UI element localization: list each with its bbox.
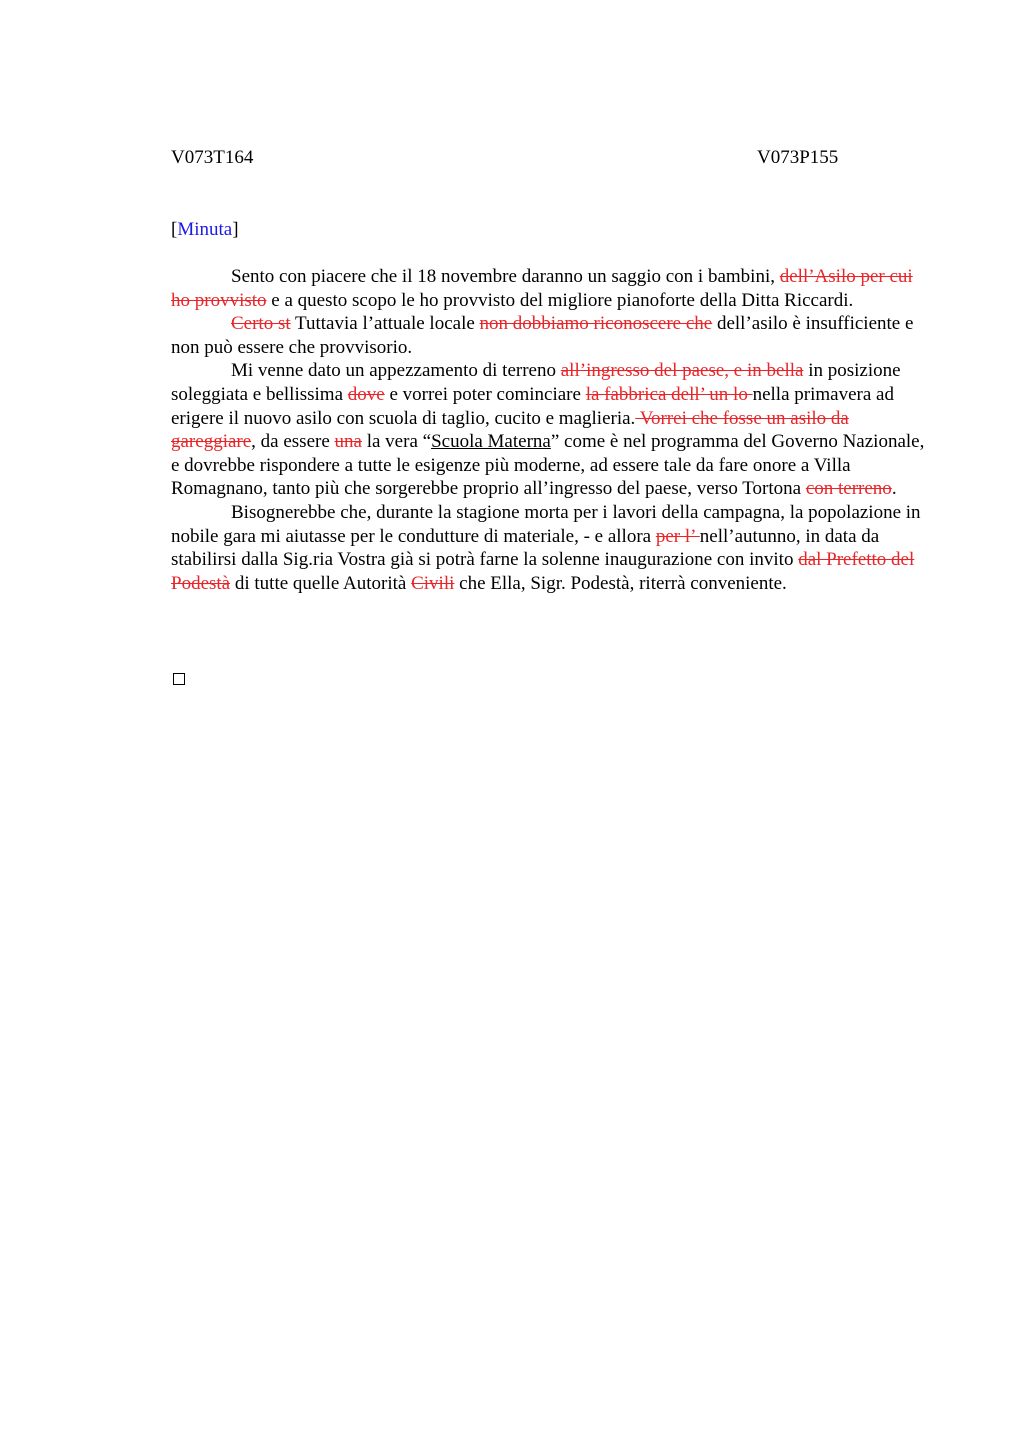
paragraph-3 <box>171 359 926 501</box>
underlined-text: Scuola Materna <box>431 431 551 453</box>
text-segment: e a questo scopo le ho provvisto del migliore pianoforte della Ditta Riccardi. <box>266 289 854 311</box>
text-segment: , da essere <box>251 431 335 453</box>
deleted-text: per l’ <box>655 525 700 547</box>
text-segment: che Ella, Sigr. Podestà, riterrà conveniente. <box>454 572 787 594</box>
text-segment: ” come è nel programma del Governo Nazionale, e dovrebbe rispondere a tutte le esigenze più moderne, ad essere tale da fare onore a Villa Romagnano, tanto più che sorgerebbe proprio all’ingresso del paese, verso Tortona <box>171 431 925 500</box>
draft-label <box>171 218 239 242</box>
text-segment: Mi venne dato un appezzamento di terreno <box>231 360 561 382</box>
text-segment: Tuttavia l’attuale locale <box>290 313 480 335</box>
text-segment: Sento con piacere che il 18 novembre daranno un saggio con i bambini, <box>231 266 780 287</box>
paragraph-2 <box>171 312 926 359</box>
text-segment: di tutte quelle Autorità <box>230 572 412 594</box>
text-segment: . <box>891 478 897 500</box>
document-code-left: V073T164 <box>171 147 254 168</box>
text-segment: nella primavera ad erigere il nuovo asilo con scuola di taglio, cucito e maglieria. <box>171 383 894 429</box>
paragraph-1 <box>171 265 926 312</box>
deleted-text: Certo st <box>231 313 291 335</box>
deleted-text: all’ingresso del paese, e in bella <box>560 360 804 382</box>
letter-body <box>171 265 926 595</box>
text-segment: la vera “ <box>361 431 432 453</box>
paragraph-4 <box>171 501 926 595</box>
text-segment: dell’asilo è insufficiente e non può essere che provvisorio. <box>171 313 914 358</box>
label-close-bracket: ] <box>232 219 239 240</box>
document-code-right: V073P155 <box>757 147 839 168</box>
deleted-text: dove <box>347 383 385 405</box>
deleted-text: con terreno <box>805 478 892 500</box>
deleted-text: dal Prefetto del Podestà <box>171 549 915 594</box>
deleted-text: la fabbrica dell’ un lo <box>585 383 753 405</box>
deleted-text: Civili <box>411 572 455 594</box>
end-mark-box-icon <box>173 673 185 685</box>
deleted-text: Vorrei che fosse un asilo da gareggiare <box>171 407 849 453</box>
text-segment: e vorrei poter cominciare <box>384 383 586 405</box>
text-segment: nell’autunno, in data da stabilirsi dalla Sig.ria Vostra già si potrà farne la solenne inaugurazione con invito <box>171 525 880 571</box>
text-segment: Bisognerebbe che, durante la stagione morta per i lavori della campagna, la popolazione in nobile gara mi aiutasse per le condutture di materiale, - e allora <box>171 501 921 547</box>
label-text: Minuta <box>177 219 233 240</box>
deleted-text: una <box>334 431 362 453</box>
label-open-bracket: [ <box>171 219 178 240</box>
deleted-text: non dobbiamo riconoscere che <box>479 313 713 335</box>
deleted-text: dell’Asilo per cui ho provvisto <box>171 266 913 311</box>
text-segment: in posizione soleggiata e bellissima <box>171 360 901 405</box>
